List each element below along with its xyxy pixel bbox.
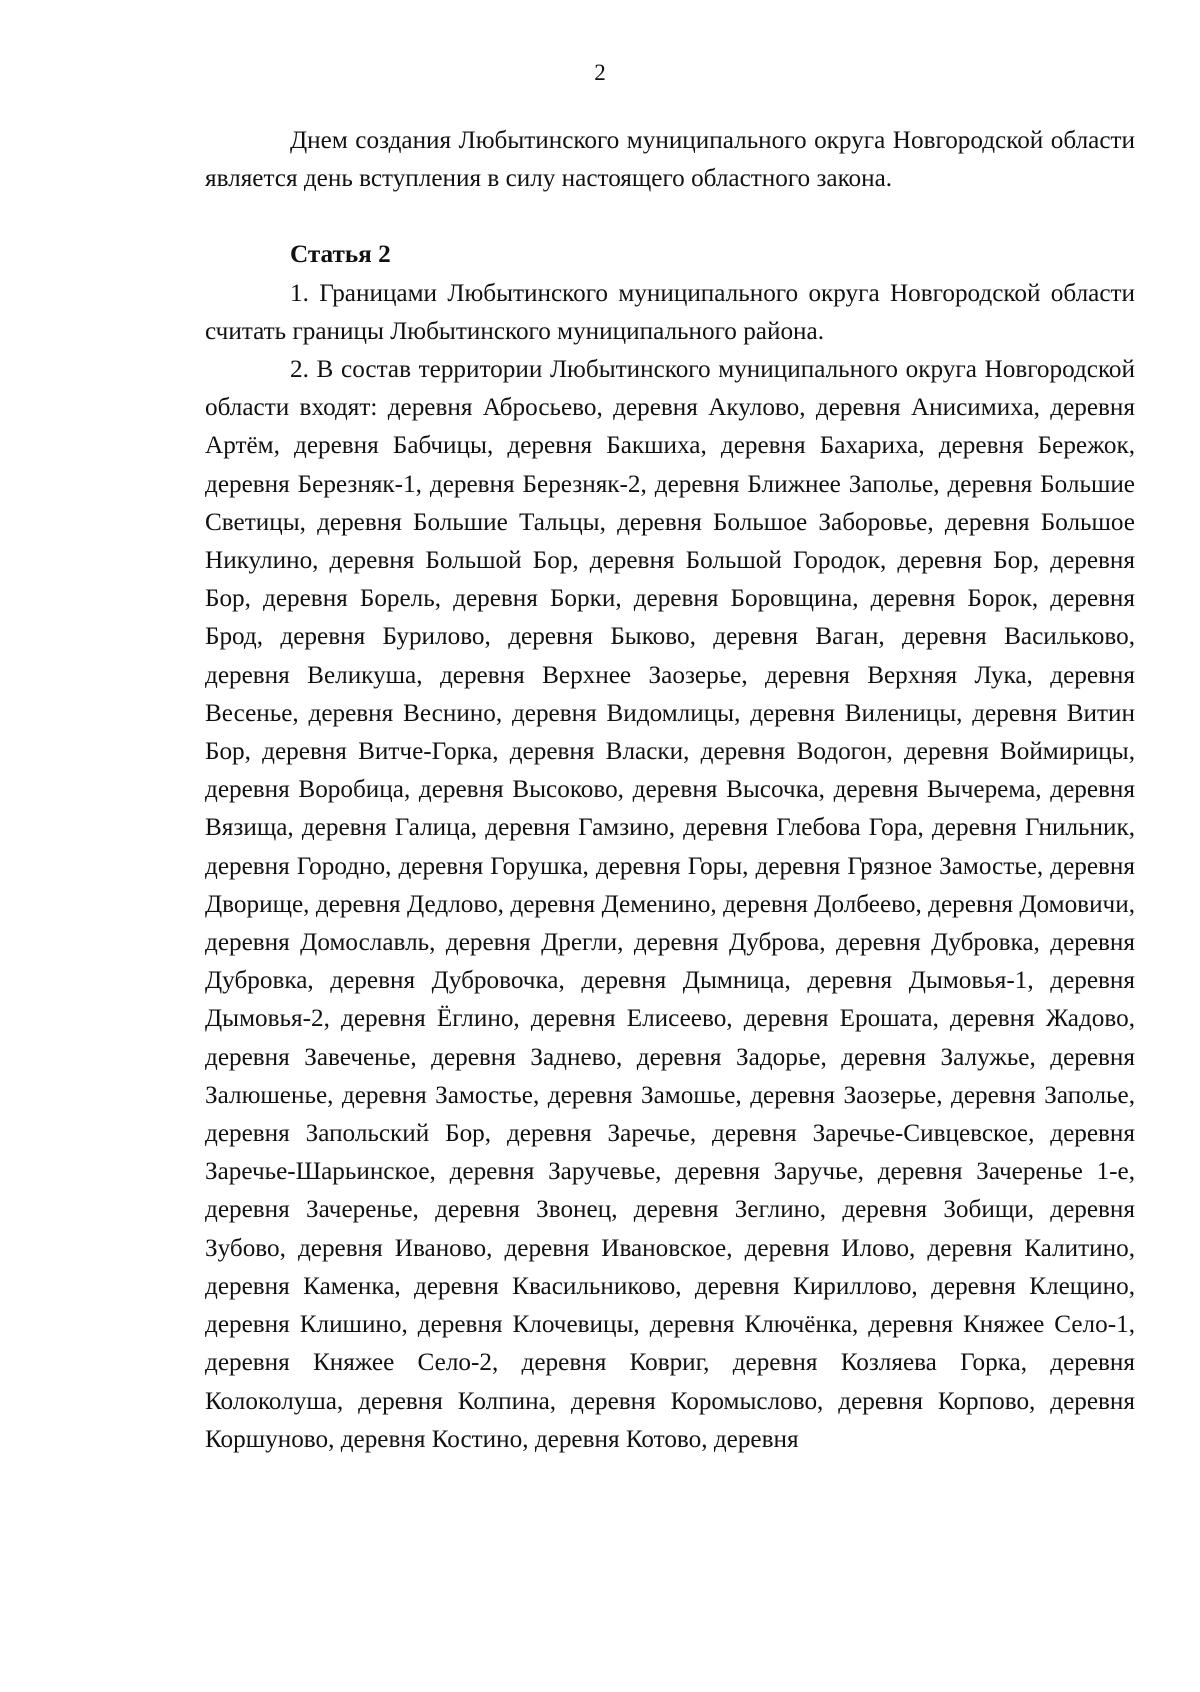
page-number: 2 xyxy=(594,60,606,85)
paragraph-creation-date: Днем создания Любытинского муниципального округа Новгородской области является день вступления в силу настоящего областного закона. xyxy=(205,127,1135,193)
article-heading: Статья 2 xyxy=(290,241,391,269)
document-body xyxy=(205,122,1135,1459)
article-clause-1: 1. Границами Любытинского муниципального округа Новгородской области считать границы Любытинского муниципального района. xyxy=(205,279,1135,345)
article-clause-2: 2. В состав территории Любытинского муниципального округа Новгородской области входят: деревня Абросьево, деревня Акулово, деревня Анисимиха, деревня Артём, деревня Бабчицы, деревня Бакшиха, деревня Бахариха, деревня Бережок, деревня Березняк-1, деревня Березняк-2, деревня Ближнее Заполье, деревня Большие Светицы, деревня Большие Тальцы, деревня Большое Заборовье, деревня Большое Никулино, деревня Большой Бор, деревня Большой Городок, деревня Бор, деревня Бор, деревня Борель, деревня Борки, деревня Боровщина, деревня Борок, деревня Брод, деревня Бурилово, деревня Быково, деревня Ваган, деревня Васильково, деревня Великуша, деревня Верхнее Заозерье, деревня Верхняя Лука, деревня Весенье, деревня Веснино, деревня Видомлицы, деревня Виленицы, деревня Витин Бор, деревня Витче-Горка, деревня Власки, деревня Водогон, деревня Воймирицы, деревня Воробица, деревня Высоково, деревня Высочка, деревня Вычерема, деревня Вязища, деревня Галица, деревня Гамзино, деревня Глебова Гора, деревня Гнильник, деревня Городно, деревня Горушка, деревня Горы, деревня Грязное Замостье, деревня Дворище, деревня Дедлово, деревня Деменино, деревня Долбеево, деревня Домовичи, деревня Домославль, деревня Дрегли, деревня Дуброва, деревня Дубровка, деревня Дубровка, деревня Дубровочка, деревня Дымница, деревня Дымовья-1, деревня Дымовья-2, деревня Ёглино, деревня Елисеево, деревня Ерошата, деревня Жадово, деревня Завеченье, деревня Заднево, деревня Задорье, деревня Залужье, деревня Залюшенье, деревня Замостье, деревня Замошье, деревня Заозерье, деревня Заполье, деревня Запольский Бор, деревня Заречье, деревня Заречье-Сивцевское, деревня Заречье-Шарьинское, деревня Заручевье, деревня Заручье, деревня Зачеренье 1-е, деревня Зачеренье, деревня Звонец, деревня Зеглино, деревня Зобищи, деревня Зубово, деревня Иваново, деревня Ивановское, деревня Илово, деревня Калитино, деревня Каменка, деревня Квасильниково, деревня Кириллово, деревня Клещино, деревня Клишино, деревня Клочевицы, деревня Ключёнка, деревня Княжее Село-1, деревня Княжее Село-2, деревня Ковриг, деревня Козляева Горка, деревня Колоколуша, деревня Колпина, деревня Коромыслово, деревня Корпово, деревня Коршуново, деревня Костино, деревня Котово, деревня xyxy=(205,356,1135,1453)
